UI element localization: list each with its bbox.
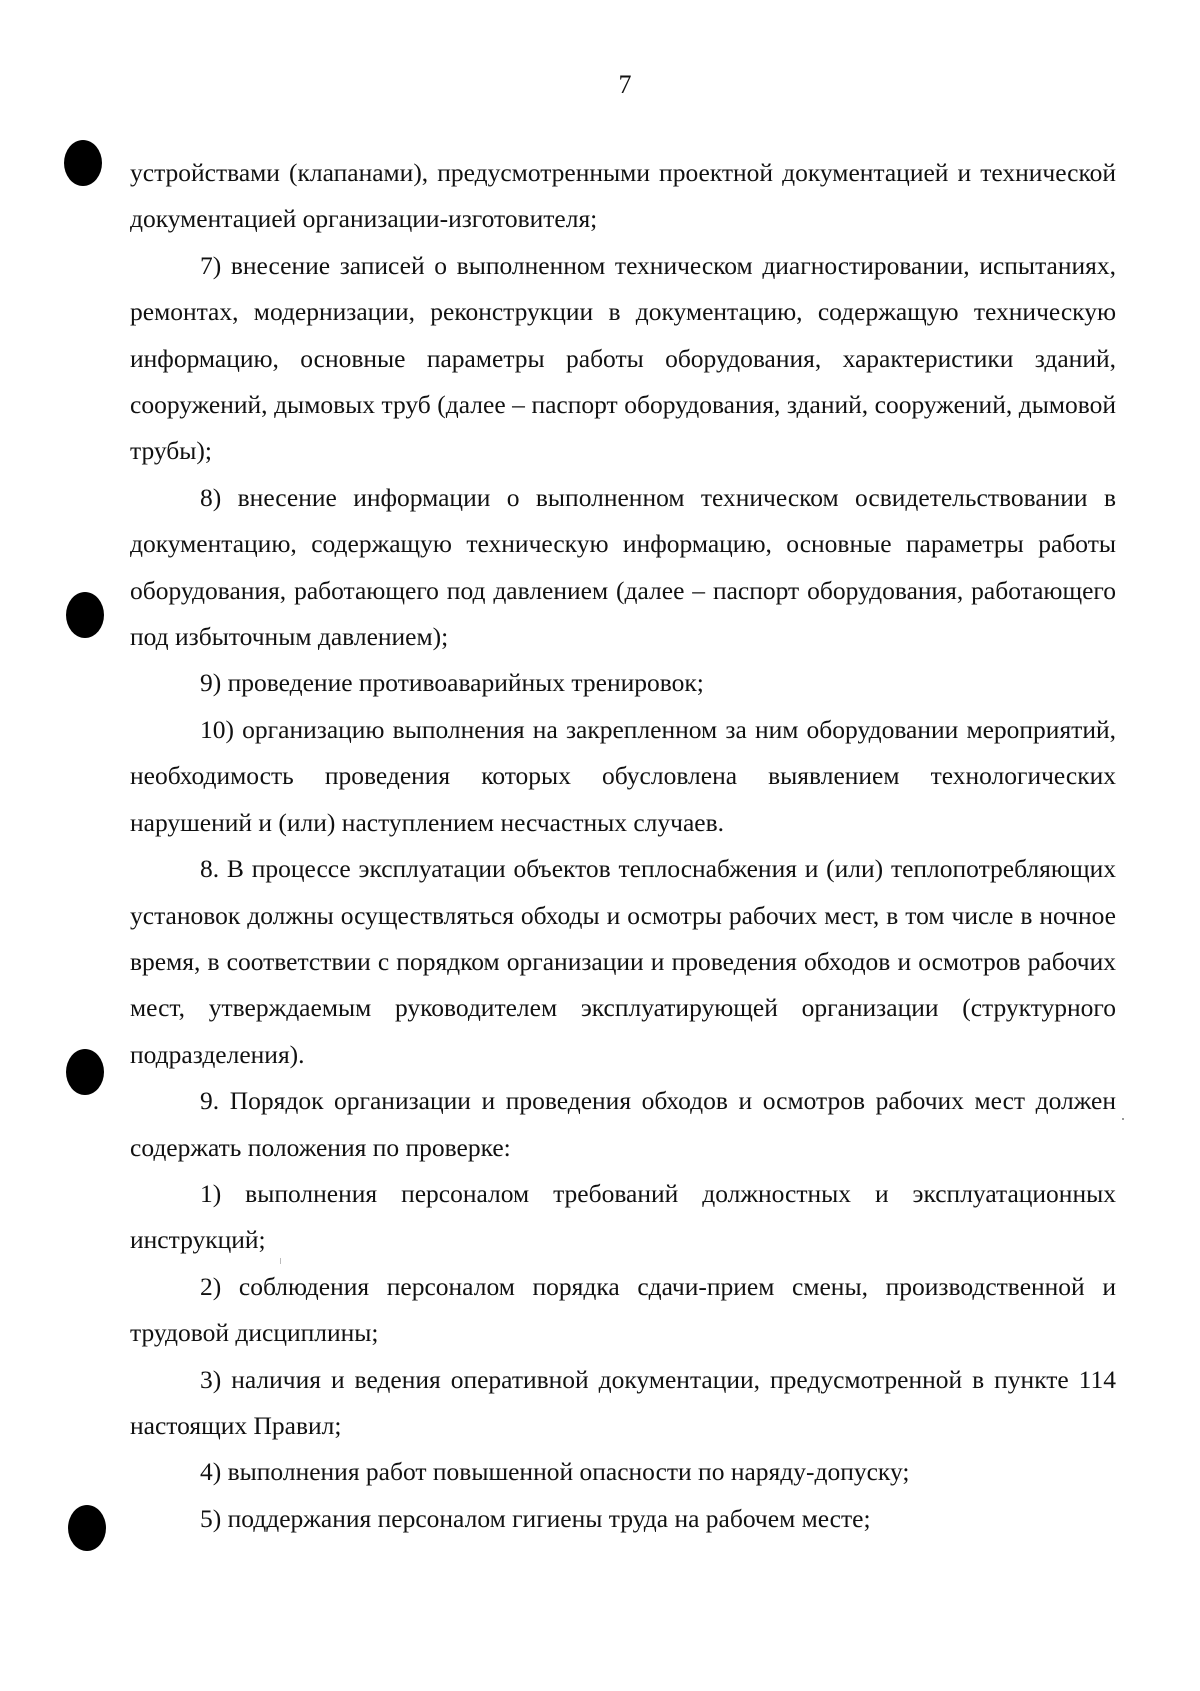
paragraph-check-3: 3) наличия и ведения оперативной документации, предусмотренной в пункте 114 настоящих Правил; bbox=[130, 1364, 1116, 1440]
paragraph-item-9: 9) проведение противоаварийных тренировок; bbox=[200, 668, 704, 698]
document-body bbox=[130, 150, 1116, 1542]
scan-artifact bbox=[1122, 1118, 1124, 1120]
paragraph-check-5: 5) поддержания персоналом гигиены труда на рабочем месте; bbox=[200, 1503, 871, 1533]
paragraph-continuation: устройствами (клапанами), предусмотренными проектной документацией и технической документацией организации-изготовителя; bbox=[130, 158, 1116, 234]
paragraph-item-10: 10) организацию выполнения на закрепленном за ним оборудовании мероприятий, необходимость проведения которых обусловлена выявлением технологических нарушений и (или) наступлением несчастных случаев. bbox=[130, 714, 1116, 837]
paragraph-check-1: 1) выполнения персоналом требований должностных и эксплуатационных инструкций; bbox=[130, 1178, 1116, 1255]
paragraph-item-7: 7) внесение записей о выполненном техническом диагностировании, испытаниях, ремонтах, модернизации, реконструкции в документацию, содержащую техническую информацию, основные параметры работы оборудования, характеристики зданий, сооружений, дымовых труб (далее – паспорт оборудования, зданий, сооружений, дымовой трубы); bbox=[130, 250, 1116, 466]
punch-hole-mark bbox=[66, 592, 104, 638]
punch-hole-mark bbox=[68, 1505, 106, 1551]
punch-hole-mark bbox=[66, 1049, 104, 1095]
paragraph-clause-8: 8. В процессе эксплуатации объектов теплоснабжения и (или) теплопотребляющих установок должны осуществляться обходы и осмотры рабочих мест, в том числе в ночное время, в соответствии с порядком организации и проведения обходов и осмотров рабочих мест, утверждаемым руководителем эксплуатирующей организации (структурного подразделения). bbox=[130, 854, 1116, 1069]
paragraph-clause-9: 9. Порядок организации и проведения обходов и осмотров рабочих мест должен содержать положения по проверке: bbox=[130, 1086, 1116, 1162]
page-number: 7 bbox=[618, 70, 632, 99]
paragraph-check-2: 2) соблюдения персоналом порядка сдачи-прием смены, производственной и трудовой дисциплины; bbox=[130, 1271, 1116, 1348]
paragraph-item-8: 8) внесение информации о выполненном техническом освидетельствовании в документацию, содержащую техническую информацию, основные параметры работы оборудования, работающего под давлением (далее – паспорт оборудования, работающего под избыточным давлением); bbox=[130, 482, 1116, 652]
punch-hole-mark bbox=[64, 140, 102, 186]
paragraph-check-4: 4) выполнения работ повышенной опасности по наряду-допуску; bbox=[200, 1457, 910, 1487]
